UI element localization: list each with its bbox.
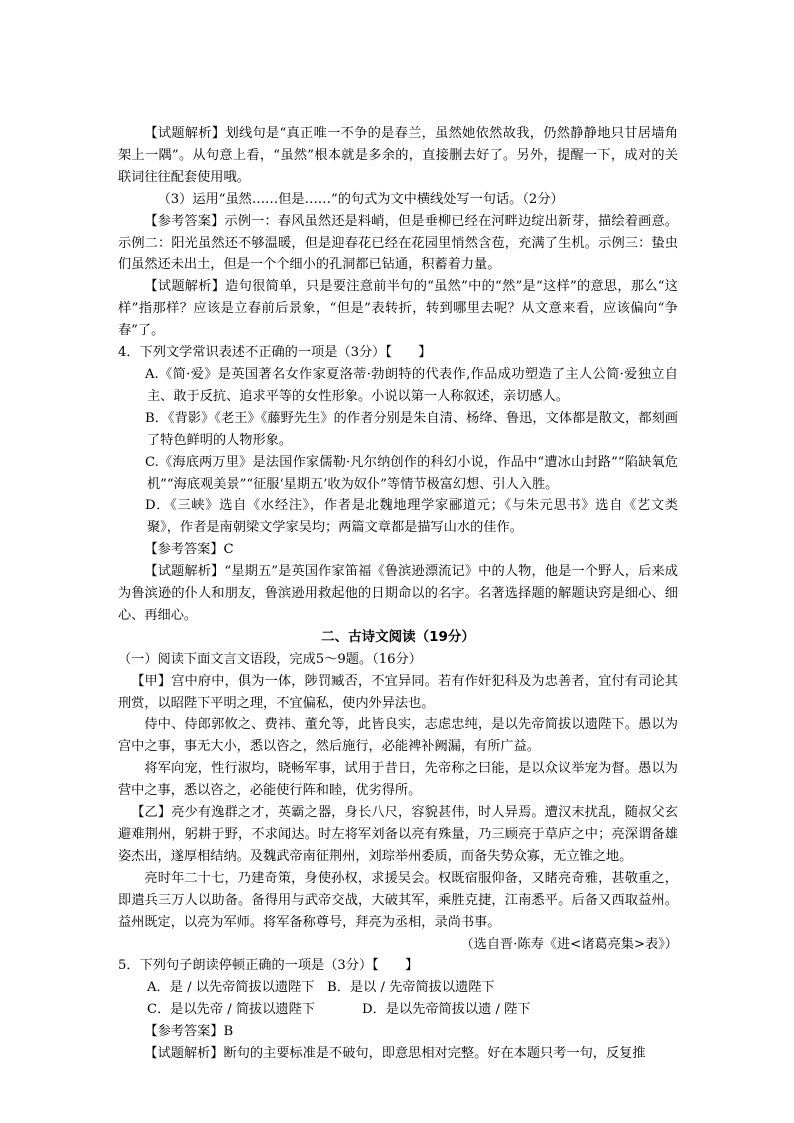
q5-option-c: C．是以先帝 / 简拔以遗陛下 xyxy=(147,1002,315,1018)
answer-3: 【参考答案】示例一：春风虽然还是料峭，但是垂柳已经在河畔边绽出新芽，描绘着画意。示例二：阳光虽然还不够温暖，但是迎春花已经在花园里悄然含苞，充满了生机。示例三：蛰虫们虽然还未出土，但是一个个细小的孔洞都已钻通，积蓄着力量。 xyxy=(118,213,678,273)
q5-options-row-2 xyxy=(118,999,678,1021)
answer-5: 【参考答案】B xyxy=(144,1024,234,1040)
passage-source: （选自晋·陈寿《进<诸葛亮集>表》） xyxy=(460,936,678,952)
q2-explanation: 【试题解析】划线句是“真正唯一不争的是春兰，虽然她依然故我，仍然静静地只甘居墙角架上一隅”。从句意上看，“虽然”根本就是多余的，直接删去好了。另外，提醒一下，成对的关联词往往配套使用哦。 xyxy=(118,126,678,185)
answer-4: 【参考答案】C xyxy=(144,542,234,558)
q5-option-b: B．是以 / 先帝简拔以遗陛下 xyxy=(327,980,495,996)
question-3: （3）运用“虽然……但是……”的句式为文中横线处写一句话。（2分） xyxy=(157,191,564,207)
explanation-5: 【试题解析】断句的主要标准是不破句，即意思相对完整。好在本题只考一句，反复推 xyxy=(144,1046,646,1062)
q5-option-d: D．是以先帝简拔以遗 / 陛下 xyxy=(362,1002,531,1018)
q4-option-c: C.《海底两万里》是法国作家儒勒·凡尔纳创作的科幻小说，作品中“遭冰山封路”“陷缺氧危机”“海底观美景”“征服‘星期五’收为奴仆”等情节极富幻想、引人入胜。 xyxy=(145,454,678,492)
question-5: 5．下列句子朗读停顿正确的一项是（3分）【 】 xyxy=(118,958,419,974)
passage-yi-p2: 亮时年二十七，乃建奇策，身使孙权，求援吴会。权既宿服仰备，又睹亮奇雅，甚敬重之，即遣兵三万人以助备。备得用与武帝交战，大破其军，乘胜克捷，江南悉平。后备又西取益州。益州既定，以亮为军师。将军备称尊号，拜亮为丞相，录尚书事。 xyxy=(118,870,678,930)
q5-options-row-1 xyxy=(118,977,678,999)
q5-option-a: A．是 / 以先帝简拔以遗陛下 xyxy=(147,980,315,996)
explanation-4: 【试题解析】“星期五”是英国作家笛福《鲁滨逊漂流记》中的人物，他是一个野人，后来成为鲁滨逊的仆人和朋友，鲁滨逊用救起他的日期命以的名字。名著选择题的解题诀窍是细心、细心、再细心。 xyxy=(118,564,678,623)
section-2-title: 二、古诗文阅读（19分） xyxy=(321,628,475,645)
passage-yi-p1: 【乙】亮少有逸群之才，英霸之器，身长八尺，容貌甚伟，时人异焉。遭汉末扰乱，随叔父玄避难荆州，躬耕于野，不求闻达。时左将军刘备以亮有殊量，乃三顾亮于草庐之中；亮深谓备雄姿杰出，遂厚相结纳。及魏武帝南征荆州，刘琮举州委质，而备失势众寡，无立锥之地。 xyxy=(118,805,678,864)
question-4: 4．下列文学常识表述不正确的一项是（3分）【 】 xyxy=(118,345,432,361)
document-page xyxy=(118,123,678,1065)
subsection-1-intro: （一）阅读下面文言文语段，完成5～9题。（16分） xyxy=(118,651,422,667)
passage-jia-p2: 侍中、侍郎郭攸之、费祎、董允等，此皆良实，志虑忠纯，是以先帝简拔以遗陛下。愚以为宫中之事，事无大小，悉以咨之，然后施行，必能裨补阙漏，有所广益。 xyxy=(118,717,678,755)
q4-option-b: B．《背影》《老王》《藤野先生》的作者分别是朱自清、杨绛、鲁迅，文体都是散文，都刻画了特色鲜明的人物形象。 xyxy=(145,410,678,448)
q4-option-d: D．《三峡》选自《水经注》，作者是北魏地理学家郦道元；《与朱元思书》选自《艺文类聚》，作者是南朝梁文学家吴均；两篇文章都是描写山水的佳作。 xyxy=(145,498,678,536)
q4-option-a-text: A.《简·爱》是英国著名女作家夏洛蒂·勃朗特的代表作,作品成功塑造了主人公简·爱独立自主、敢于反抗、追求平等的女性形象。小说以第一人称叙述，亲切感人。 xyxy=(145,366,678,404)
passage-jia-p3: 将军向宠，性行淑均，晓畅军事，试用于昔日，先帝称之曰能，是以众议举宠为督。愚以为营中之事，悉以咨之，必能使行阵和睦，优劣得所。 xyxy=(118,761,678,799)
q4-option-a xyxy=(118,364,678,408)
explanation-3: 【试题解析】造句很简单，只是要注意前半句的“虽然”中的“然”是“这样”的意思，那么“这样”指那样？应该是立春前后景象，“但是”表转折，转到哪里去呢？从文意来看，应该偏向“争春”了。 xyxy=(118,279,678,339)
passage-jia-p1: 【甲】宫中府中，俱为一体，陟罚臧否，不宜异同。若有作奸犯科及为忠善者，宜付有司论其刑赏，以昭陛下平明之理，不宜偏私，使内外异法也。 xyxy=(118,673,678,711)
